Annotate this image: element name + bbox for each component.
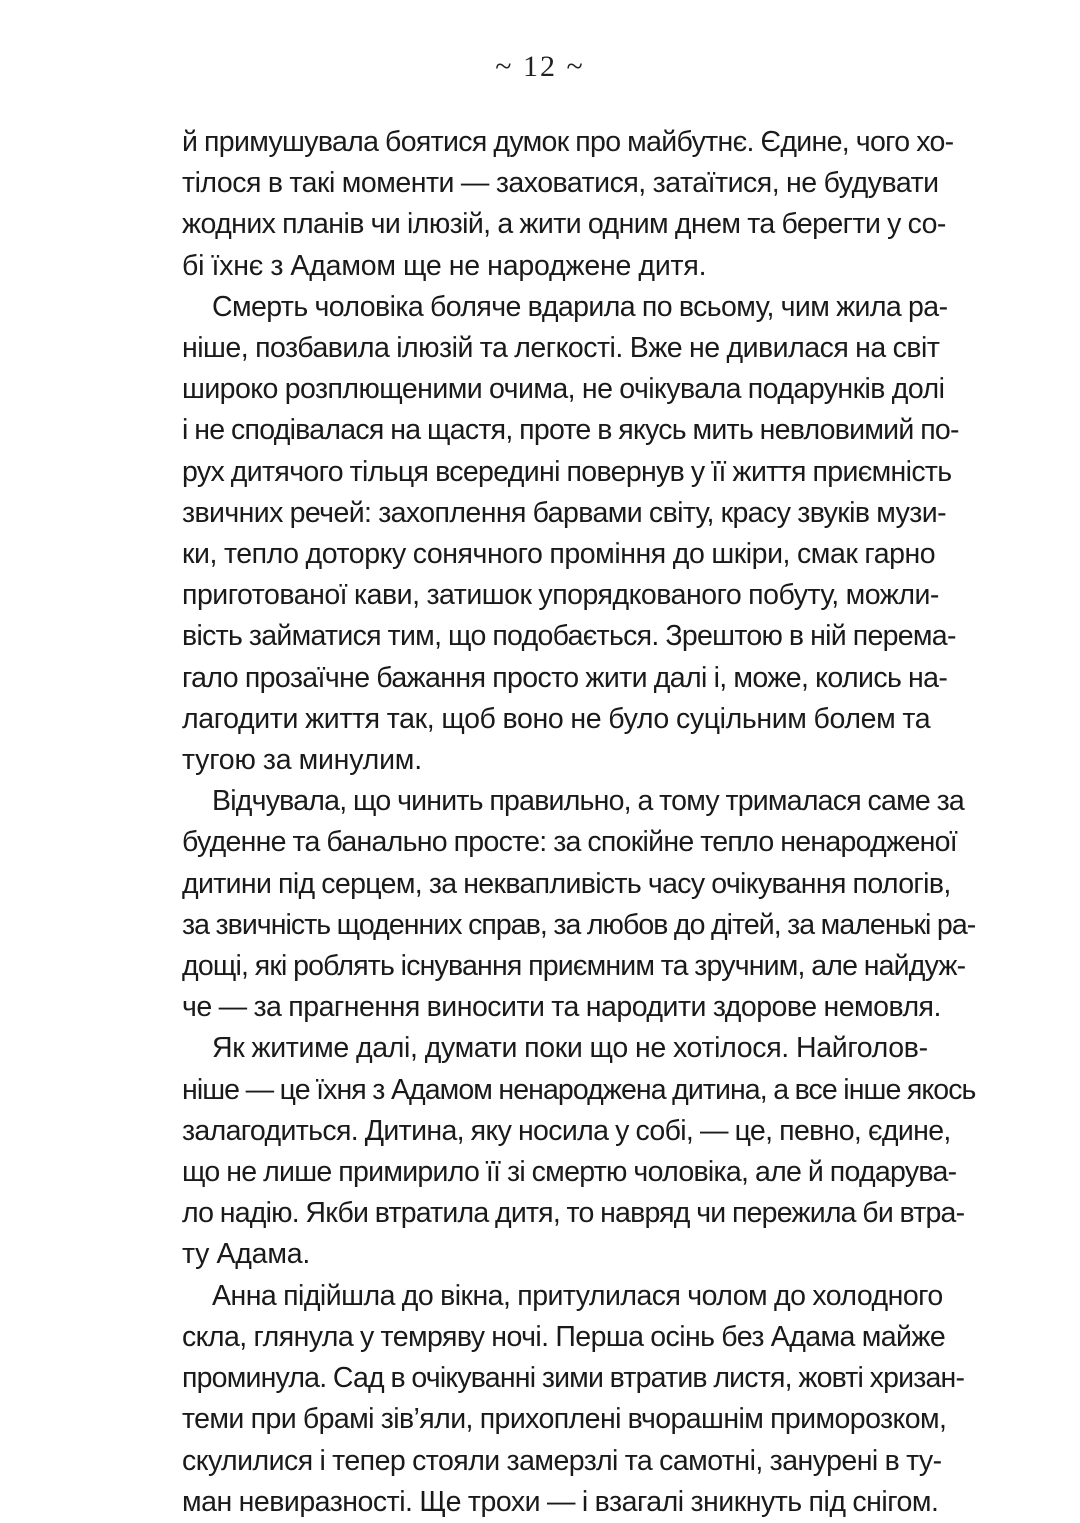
- paragraph-3: [182, 781, 976, 1028]
- text-line: широко розплющеними очима, не очікувала подарунків долі: [182, 373, 945, 406]
- paragraph-5: [182, 1276, 965, 1523]
- text-line: і не сподівалася на щастя, проте в якусь мить невловимий по-: [182, 414, 959, 447]
- paragraph-2: [182, 287, 959, 781]
- paragraph-4: [182, 1028, 976, 1275]
- text-line: за звичність щоденних справ, за любов до дітей, за маленькі ра-: [182, 908, 976, 941]
- text-line: ки, тепло доторку сонячного проміння до шкіри, смак гарно: [182, 538, 936, 571]
- text-line: дитини під серцем, за неквапливість часу очікування пологів,: [182, 867, 951, 900]
- text-line: скулилися і тепер стояли замерзлі та самотні, занурені в ту-: [182, 1444, 942, 1477]
- text-line: че — за прагнення виносити та народити здорове немовля.: [182, 991, 941, 1024]
- text-line: тілося в такі моменти — заховатися, затаїтися, не будувати: [182, 167, 939, 200]
- text-line: рух дитячого тільця всередині повернув у її життя приємність: [182, 455, 952, 488]
- text-line: ніше, позбавила ілюзій та легкості. Вже не дивилася на світ: [182, 332, 940, 365]
- text-line: ніше — це їхня з Адамом ненароджена дитина, а все інше якось: [182, 1073, 976, 1106]
- text-line: бі їхнє з Адамом ще не народжене дитя.: [182, 249, 707, 282]
- text-line: проминула. Сад в очікуванні зими втратив листя, жовті хризан-: [182, 1362, 965, 1395]
- text-line: дощі, які роблять існування приємним та зручним, але найдуж-: [182, 950, 966, 983]
- text-line: скла, глянула у темряву ночі. Перша осінь без Адама майже: [182, 1320, 946, 1353]
- text-line: залагодиться. Дитина, яку носила у собі, — це, певно, єдине,: [182, 1114, 951, 1147]
- text-line: гало прозаїчне бажання просто жити далі і, може, колись на-: [182, 661, 948, 694]
- text-line: теми при брамі зів’яли, прихоплені вчорашнім приморозком,: [182, 1403, 947, 1436]
- text-line: тугою за минулим.: [182, 744, 422, 777]
- text-line: жодних планів чи ілюзій, а жити одним днем та берегти у со-: [182, 208, 946, 241]
- text-line: Як житиме далі, думати поки що не хотілося. Найголов-: [212, 1032, 928, 1065]
- text-line: лагодити життя так, щоб воно не було суцільним болем та: [182, 702, 931, 735]
- text-line: звичних речей: захоплення барвами світу, красу звуків музи-: [182, 496, 946, 529]
- text-line: буденне та банально просте: за спокійне тепло ненародженої: [182, 826, 957, 859]
- text-line: приготованої кави, затишок упорядкованого побуту, можли-: [182, 579, 939, 612]
- text-line: вість займатися тим, що подобається. Зрештою в ній перема-: [182, 620, 956, 653]
- body-text: [182, 122, 976, 1523]
- text-line: Смерть чоловіка боляче вдарила по всьому, чим жила ра-: [212, 290, 948, 323]
- paragraph-1: [182, 122, 954, 287]
- text-line: що не лише примирило її зі смертю чоловіка, але й подарува-: [182, 1156, 957, 1189]
- text-line: ман невиразності. Ще трохи — і взагалі зникнуть під снігом.: [182, 1485, 939, 1518]
- page-number: ~ 12 ~: [495, 50, 585, 83]
- text-line: Анна підійшла до вікна, притулилася чолом до холодного: [212, 1279, 943, 1312]
- text-line: ло надію. Якби втратила дитя, то навряд чи пережила би втра-: [182, 1197, 965, 1230]
- text-line: ту Адама.: [182, 1238, 311, 1271]
- text-line: й примушувала боятися думок про майбутнє. Єдине, чого хо-: [182, 126, 954, 158]
- text-line: Відчувала, що чинить правильно, а тому трималася саме за: [212, 785, 964, 818]
